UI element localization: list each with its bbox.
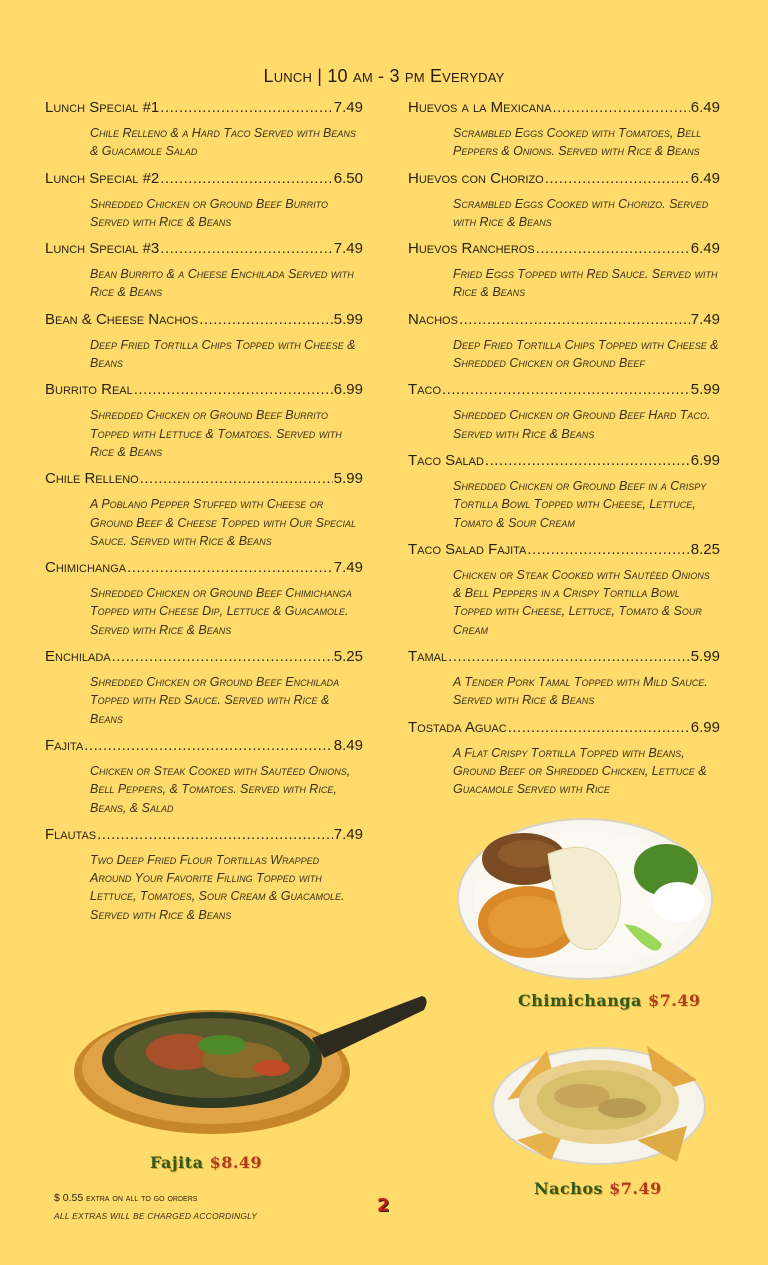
menu-item-description: Shredded Chicken or Ground Beef Burrito Served with Rice & Beans [90,196,328,229]
menu-item-line [45,169,363,189]
menu-item-line [408,718,720,738]
dot-leader [127,558,333,578]
menu-item-line [45,825,363,845]
menu-item [408,239,720,302]
menu-item-price: 6.49 [690,169,720,187]
menu-item-description: Chicken or Steak Cooked with Sautéed Onions, Bell Peppers, & Tomatoes. Served with Rice, Beans, & Salad [90,763,351,815]
dot-leader [442,380,690,400]
menu-item [45,239,363,302]
menu-item-line [45,469,363,489]
dot-leader [112,647,333,667]
menu-item-description: Shredded Chicken or Ground Beef Enchilada Topped with Red Sauce. Served with Rice & Beans [90,675,340,726]
menu-item-line [408,169,720,189]
dot-leader [508,718,690,738]
menu-item-price: 6.99 [333,381,363,399]
caption-name: Nachos [534,1179,604,1198]
menu-item-description: Deep Fried Tortilla Chips Topped with Cheese & Beans [90,337,356,371]
fajita-caption [150,1153,262,1172]
right-menu-column [408,98,720,807]
dot-leader [97,825,333,845]
menu-item-price: 7.49 [333,240,363,258]
chimichanga-caption [518,991,701,1010]
menu-item [45,169,363,232]
dot-leader [134,380,333,400]
menu-item-description: Scrambled Eggs Cooked with Tomatoes, Bell Peppers & Onions. Served with Rice & Beans [453,126,702,159]
menu-item-price: 5.99 [690,648,720,666]
menu-item-description: Deep Fried Tortilla Chips Topped with Cheese & Shredded Chicken or Ground Beef [453,337,719,371]
menu-item [45,736,363,817]
menu-item-price: 6.49 [690,99,720,116]
menu-item-line [408,239,720,259]
menu-item [408,647,720,710]
menu-item [45,825,363,924]
menu-item-line [45,98,363,118]
menu-item-price: 7.49 [333,99,363,116]
menu-item [408,718,720,799]
menu-item-name: Chile Relleno [45,470,139,488]
menu-item-price: 7.49 [333,825,363,843]
to-go-amount: $ 0.55 [54,1192,84,1204]
menu-item-line [45,310,363,330]
menu-item-description: Shredded Chicken or Ground Beef Burrito Topped with Lettuce & Tomatoes. Served with Rice & Beans [90,408,342,459]
to-go-text: extra on all to go orders [86,1192,198,1204]
menu-item [45,310,363,373]
menu-item-name: Chimichanga [45,559,127,577]
menu-item-name: Burrito Real [45,381,133,399]
menu-item-name: Bean & Cheese Nachos [45,310,199,328]
menu-item-name: Taco Salad [408,451,484,469]
dot-leader [485,451,690,471]
fajita-skillet-image [72,990,430,1140]
menu-item-name: Fajita [45,736,84,754]
menu-item [45,380,363,461]
menu-item-name: Taco Salad Fajita [408,540,527,558]
menu-item-description: A Poblano Pepper Stuffed with Cheese or Ground Beef & Cheese Topped with Our Special Sauce. Served with Rice & Beans [90,497,356,548]
menu-item-description: A Tender Pork Tamal Topped with Mild Sauce. Served with Rice & Beans [453,675,708,708]
dot-leader [545,169,690,189]
menu-item-price: 5.25 [333,648,363,666]
page-number: 2 [377,1195,390,1216]
menu-item-name: Enchilada [45,648,111,666]
menu-item-name: Nachos [408,310,458,328]
menu-item-name: Huevos a la Mexicana [408,99,552,116]
chimichanga-plate-image [456,814,714,984]
menu-item [408,380,720,443]
dot-leader [160,239,333,259]
dot-leader [527,540,689,560]
menu-item-description: Shredded Chicken or Ground Beef Hard Taco. Served with Rice & Beans [453,408,711,441]
menu-item-name: Lunch Special #3 [45,240,160,258]
menu-item [45,647,363,728]
menu-item-line [408,540,720,560]
menu-item-description: Fried Eggs Topped with Red Sauce. Served with Rice & Beans [453,267,718,300]
menu-item-description: A Flat Crispy Tortilla Topped with Beans, Ground Beef or Shredded Chicken, Lettuce & Guacamole Served with Rice [453,745,707,797]
menu-item-price: 7.49 [690,310,720,328]
menu-item-line [408,310,720,330]
caption-price: $7.49 [609,1179,662,1198]
dot-leader [199,310,333,330]
caption-name: Fajita [150,1153,204,1172]
menu-item [45,558,363,639]
menu-item-price: 8.49 [333,736,363,754]
menu-item-price: 6.50 [333,169,363,187]
menu-item-price: 7.49 [333,559,363,577]
menu-item-description: Shredded Chicken or Ground Beef in a Crispy Tortilla Bowl Topped with Cheese, Lettuce, Tomato & Sour Cream [453,478,707,530]
menu-item [408,169,720,232]
dot-leader [160,169,333,189]
menu-item [408,98,720,161]
menu-item-price: 5.99 [690,381,720,399]
menu-item-description: Two Deep Fried Flour Tortillas Wrapped Around Your Favorite Filling Topped with Lettuce, Tomatoes, Sour Cream & Guacamole. Served with Rice & Beans [90,852,345,922]
caption-price: $7.49 [647,991,701,1010]
menu-item-line [408,98,720,118]
menu-item-price: 5.99 [333,470,363,488]
menu-item-name: Tamal [408,648,448,666]
menu-item-description: Chicken or Steak Cooked with Sautéed Onions & Bell Peppers in a Crispy Tortilla Bowl Topped with Cheese, Lettuce, Tomato & Sour Cream [453,567,710,637]
menu-item-price: 8.25 [690,540,720,558]
menu-item [408,451,720,532]
menu-item-line [45,736,363,756]
left-menu-column [45,98,363,932]
menu-item-name: Flautas [45,825,97,843]
to-go-note [54,1192,197,1204]
menu-item-name: Lunch Special #1 [45,99,160,116]
menu-item-line [408,451,720,471]
menu-item-description: Bean Burrito & a Cheese Enchilada Served with Rice & Beans [90,267,354,300]
nachos-caption [534,1179,662,1198]
menu-item-price: 6.49 [690,240,720,258]
menu-item-line [45,647,363,667]
menu-item-line [45,558,363,578]
menu-item [408,310,720,373]
menu-item-name: Huevos con Chorizo [408,169,544,187]
menu-item [45,469,363,550]
dot-leader [160,98,333,118]
dot-leader [140,469,333,489]
dot-leader [459,310,690,330]
menu-item-description: Chile Relleno & a Hard Taco Served with Beans & Guacamole Salad [90,126,356,159]
dot-leader [536,239,690,259]
menu-item-line [408,380,720,400]
menu-item-line [408,647,720,667]
dot-leader [448,647,690,667]
extras-note: ALL EXTRAS WILL BE CHARGED ACCORDINGLY [54,1211,258,1221]
dot-leader [552,98,689,118]
menu-item-description: Shredded Chicken or Ground Beef Chimichanga Topped with Cheese Dip, Lettuce & Guacamole. Served with Rice & Beans [90,586,352,637]
menu-item-line [45,380,363,400]
menu-item [408,540,720,639]
menu-item-price: 6.99 [690,718,720,736]
menu-item [45,98,363,161]
menu-item-description: Scrambled Eggs Cooked with Chorizo. Served with Rice & Beans [453,196,709,229]
menu-item-name: Taco [408,381,441,399]
nachos-plate-image [487,1030,707,1170]
caption-name: Chimichanga [518,991,642,1010]
menu-item-line [45,239,363,259]
menu-section-title: Lunch | 10 am - 3 pm Everyday [263,66,505,86]
caption-price: $8.49 [209,1153,263,1172]
dot-leader [84,736,333,756]
menu-item-name: Tostada Aguac [408,718,507,736]
menu-item-name: Huevos Rancheros [408,240,535,258]
menu-item-name: Lunch Special #2 [45,169,160,187]
menu-item-price: 5.99 [333,310,363,328]
menu-item-price: 6.99 [690,451,720,469]
